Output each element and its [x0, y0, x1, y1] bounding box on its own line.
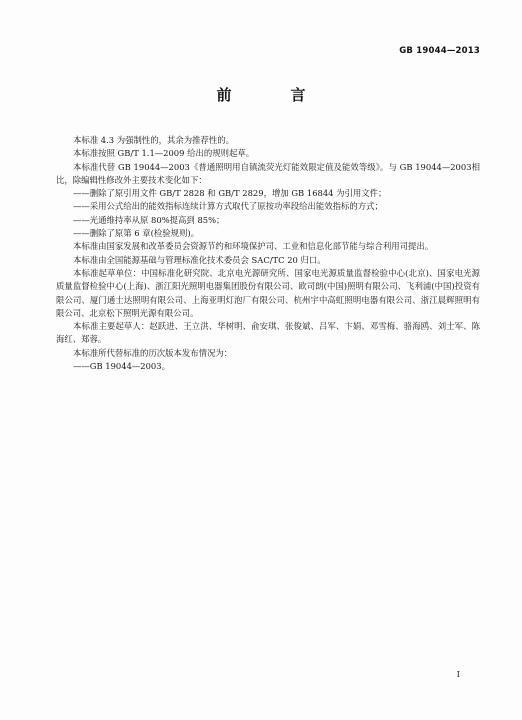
paragraph-previous-editions: 本标准所代替标准的历次版本发布情况为：: [73, 347, 233, 358]
change-item-1: ——删除了原引用文件 GB/T 2828 和 GB/T 2829，增加 GB 16844 为引用文件；: [73, 188, 387, 199]
previous-edition-item: ——GB 19044—2003。: [73, 361, 170, 372]
paragraph-proposed-by: 本标准由国家发展和改革委员会资源节约和环境保护司、工业和信息化部节能与综合利用司提出。: [73, 241, 434, 252]
paragraph-drafting-rules: 本标准按照 GB/T 1.1—2009 给出的规则起草。: [73, 148, 255, 159]
standard-code: GB 19044—2013: [399, 46, 480, 56]
change-item-3: ——光通维持率从原 80%提高到 85%；: [73, 214, 225, 225]
paragraph-replaces: 本标准代替 GB 19044—2003《普通照明用自镇流荧光灯能效限定值及能效等级》。与 GB 19044—2003相比，除编辑性修改外主要技术变化如下：: [56, 161, 480, 185]
section-title: 前 言: [216, 86, 328, 104]
foreword-body: [56, 134, 480, 373]
page-number: I: [456, 670, 460, 680]
paragraph-administered-by: 本标准由全国能源基础与管理标准化技术委员会 SAC/TC 20 归口。: [73, 254, 326, 265]
paragraph-main-drafters: 本标准主要起草人：赵跃进、王立洪、华树明、俞安琪、张俊斌、吕军、卞娟、邓雪梅、骆海鸥、刘士军、陈海红、郑蓉。: [56, 321, 480, 345]
paragraph-mandatory-clause: 本标准 4.3 为强制性的，其余为推荐性的。: [73, 135, 235, 145]
change-item-2: ——采用公式给出的能效指标连续计算方式取代了原按功率段给出能效指标的方式；: [73, 201, 383, 212]
change-item-4: ——删除了原第 6 章(检验规则)。: [73, 228, 200, 239]
paragraph-drafting-organizations: 本标准起草单位：中国标准化研究院、北京电光源研究所、国家电光源质量监督检验中心(北京)、国家电光源质量监督检验中心(上海)、浙江阳光照明电器集团股份有限公司、欧司朗(中国)照明有限公司、飞利浦(中国)投资有限公司、厦门通士达照明有限公司、上海亚明灯泡厂有限公司、杭州宇中高虹照明电器有限公司、浙江晨辉照明有限公司、北京松下照明光源有限公司。: [56, 267, 480, 318]
